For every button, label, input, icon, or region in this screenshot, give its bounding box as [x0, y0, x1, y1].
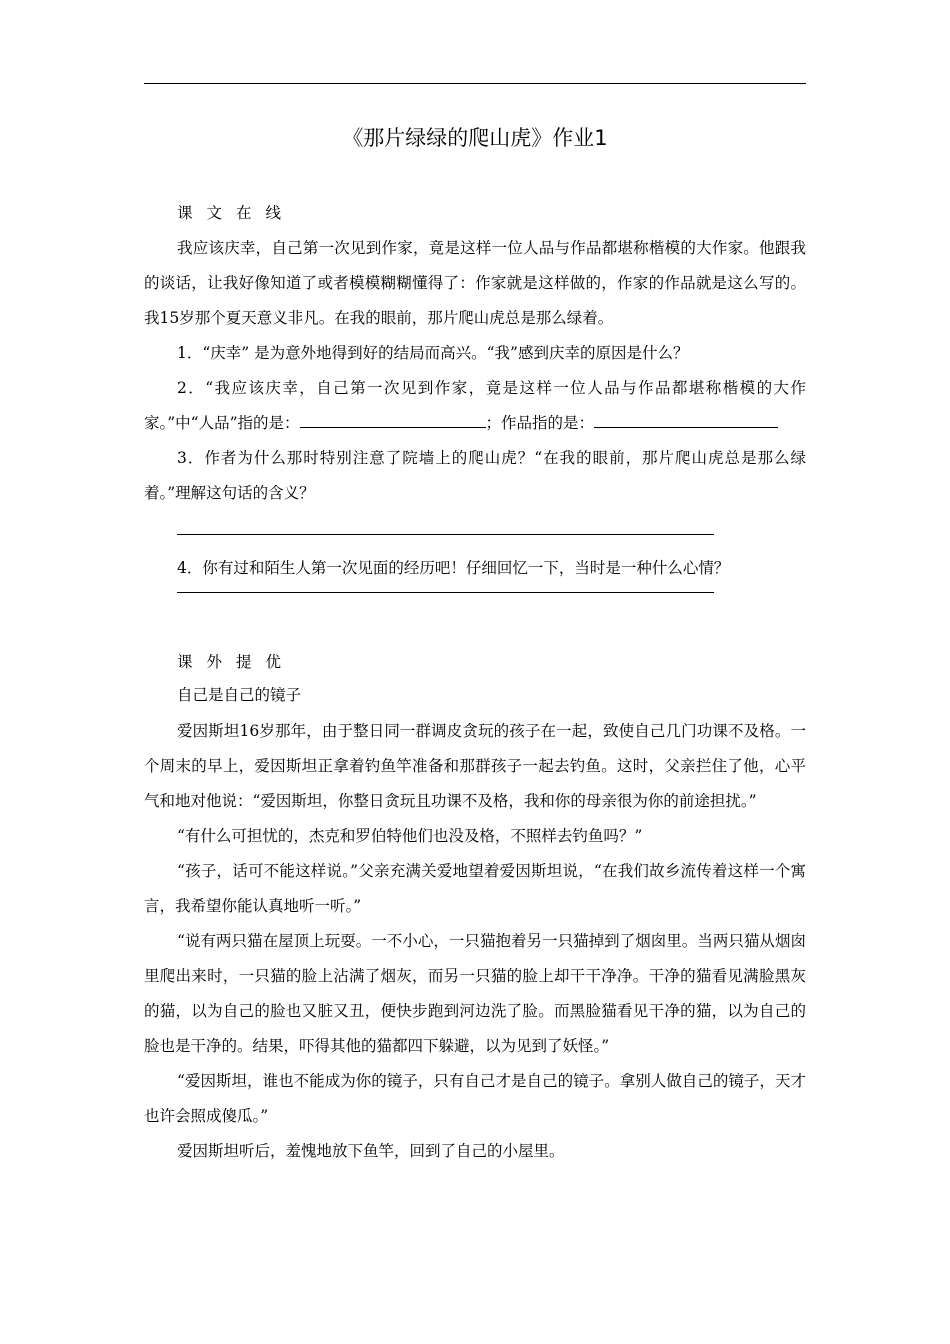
story-title: 自己是自己的镜子: [177, 686, 302, 704]
answer-blank-character[interactable]: [300, 411, 486, 428]
question-1: 1．“庆幸” 是为意外地得到好的结局而高兴。“我”感到庆幸的原因是什么？: [177, 344, 689, 362]
document-body: [144, 196, 806, 1169]
story-paragraph: 爱因斯坦16岁那年，由于整日同一群调皮贪玩的孩子在一起，致使自己几门功课不及格。一个周末的早上，爱因斯坦正拿着钓鱼竿准备和那群孩子一起去钓鱼。这时，父亲拦住了他，心平气和地对他说：“爱因斯坦，你整日贪玩且功课不及格，我和你的母亲很为你的前途担扰。”: [144, 722, 806, 810]
story-paragraph: 爱因斯坦听后，羞愧地放下鱼竿，回到了自己的小屋里。: [177, 1142, 565, 1160]
question-3: 3．作者为什么那时特别注意了院墙上的爬山虎？“在我的眼前，那片爬山虎总是那么绿着。”理解这句话的含义？: [144, 449, 806, 502]
question-2-separator: ；作品指的是：: [485, 414, 595, 432]
passage-excerpt: 我应该庆幸，自己第一次见到作家，竟是这样一位人品与作品都堪称楷模的大作家。他跟我的谈话，让我好像知道了或者模模糊糊懂得了：作家就是这样做的，作家的作品就是这么写的。我15岁那个夏天意义非凡。在我的眼前，那片爬山虎总是那么绿着。: [144, 239, 806, 327]
question-4: 4．你有过和陌生人第一次见面的经历吧！仔细回忆一下，当时是一种什么心情？: [177, 559, 730, 577]
header-rule: [144, 83, 806, 84]
story-paragraph: “说有两只猫在屋顶上玩耍。一不小心，一只猫抱着另一只猫掉到了烟囱里。当两只猫从烟囱里爬出来时，一只猫的脸上沾满了烟灰，而另一只猫的脸上却干干净净。干净的猫看见满脸黑灰的猫，以为自己的脸也又脏又丑，便快步跑到河边洗了脸。而黑脸猫看见干净的猫，以为自己的脸也是干净的。结果，吓得其他的猫都四下躲避，以为见到了妖怪。”: [144, 932, 806, 1055]
story-paragraph: “有什么可担忧的，杰克和罗伯特他们也没及格，不照样去钓鱼吗？”: [177, 827, 643, 845]
section-heading-in-class: 课文在线: [177, 204, 296, 222]
answer-blank-works[interactable]: [594, 411, 778, 428]
story-paragraph: “孩子，话可不能这样说。”父亲充满关爱地望着爱因斯坦说，“在我们故乡流传着这样一个寓言，我希望你能认真地听一听。”: [144, 862, 806, 915]
section-heading-extra: 课外提优: [177, 653, 296, 671]
document-title: 《那片绿绿的爬山虎》作业1: [342, 126, 608, 150]
question-2-text: 2．“我应该庆幸，自己第一次见到作家，竟是这样一位人品与作品都堪称楷模的大作家。”中“人品”指的是：: [144, 379, 806, 432]
story-paragraph: “爱因斯坦，谁也不能成为你的镜子，只有自己才是自己的镜子。拿别人做自己的镜子，天才也许会照成傻瓜。”: [144, 1072, 806, 1125]
question-2: [144, 371, 806, 441]
